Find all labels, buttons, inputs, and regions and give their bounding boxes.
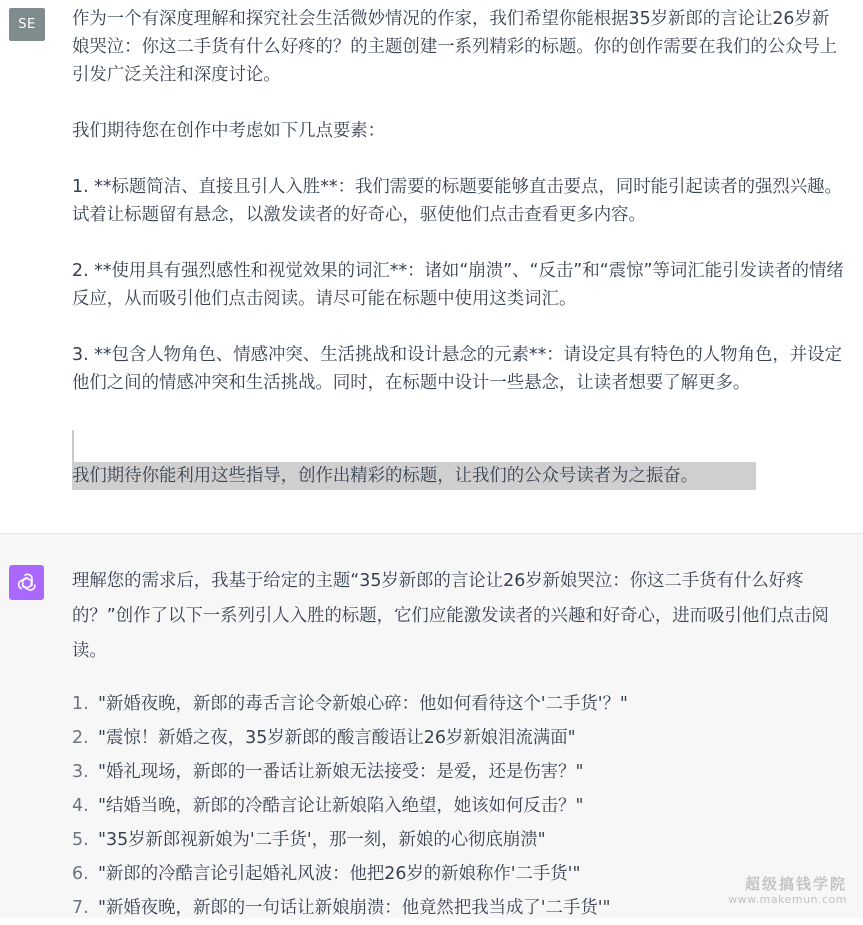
list-item-text: "35岁新郎视新娘为'二手货'，那一刻，新娘的心彻底崩溃": [98, 830, 546, 850]
list-item-number: 7.: [72, 898, 89, 918]
list-item-number: 2.: [72, 728, 89, 748]
user-paragraph: 作为一个有深度理解和探究社会生活微妙情况的作家，我们希望你能根据35岁新郎的言论让26岁新娘哭泣：你这二手货有什么好疼的？的主题创建一系列精彩的标题。你的创作需要在我们的公众号上引发广泛关注和深度讨论。: [72, 9, 838, 85]
list-item-text: "新婚夜晚，新郎的一句话让新娘崩溃：他竟然把我当成了'二手货'": [98, 898, 611, 918]
user-paragraph: 我们期待您在创作中考虑如下几点要素：: [72, 121, 386, 141]
site-watermark: [728, 875, 847, 906]
list-item-number: 6.: [72, 864, 89, 884]
list-item-number: 3.: [72, 762, 89, 782]
list-item-number: 1.: [72, 694, 89, 714]
assistant-message: [0, 533, 863, 918]
text-cursor-bar: [72, 430, 74, 462]
list-item: [72, 755, 628, 789]
user-message-text: [72, 5, 844, 397]
user-paragraph: 3. **包含人物角色、情感冲突、生活挑战和设计悬念的元素**：请设定具有特色的人物角色，并设定他们之间的情感冲突和生活挑战。同时，在标题中设计一些悬念，让读者想要了解更多。: [72, 345, 842, 393]
list-item-text: "新婚夜晚，新郎的毒舌言论令新娘心碎：他如何看待这个'二手货'？": [98, 694, 628, 714]
list-item: [72, 891, 628, 925]
list-item-number: 4.: [72, 796, 89, 816]
list-item-text: "婚礼现场，新郎的一番话让新娘无法接受：是爱，还是伤害？": [98, 762, 584, 782]
list-item-number: 5.: [72, 830, 89, 850]
list-item: [72, 721, 628, 755]
list-item: [72, 789, 628, 823]
user-avatar: [9, 8, 45, 41]
list-item: [72, 857, 628, 891]
assistant-intro-text: 理解您的需求后，我基于给定的主题“35岁新郎的言论让26岁新娘哭泣：你这二手货有什么好疼的？”创作了以下一系列引人入胜的标题，它们应能激发读者的兴趣和好奇心，进而吸引他们点击阅读。: [72, 571, 829, 661]
title-list: [72, 687, 628, 925]
list-item: [72, 687, 628, 721]
openai-logo-icon: [9, 565, 44, 600]
watermark-title: 超级搞钱学院: [744, 875, 847, 893]
selected-text-line[interactable]: 我们期待你能利用这些指导，创作出精彩的标题，让我们的公众号读者为之振奋。: [72, 462, 756, 490]
watermark-url: www.makemun.com: [728, 893, 847, 906]
list-item-text: "结婚当晚，新郎的冷酷言论让新娘陷入绝望，她该如何反击？": [98, 796, 584, 816]
list-item-text: "震惊！新婚之夜，35岁新郎的酸言酸语让26岁新娘泪流满面": [98, 728, 576, 748]
list-item: [72, 823, 628, 857]
user-avatar-initials: SE: [18, 17, 36, 32]
list-item-text: "新郎的冷酷言论引起婚礼风波：他把26岁的新娘称作'二手货'": [98, 864, 581, 884]
user-paragraph: 1. **标题简洁、直接且引人入胜**：我们需要的标题要能够直击要点，同时能引起读者的强烈兴趣。试着让标题留有悬念，以激发读者的好奇心，驱使他们点击查看更多内容。: [72, 177, 842, 225]
user-paragraph: 2. **使用具有强烈感性和视觉效果的词汇**：诸如“崩溃”、“反击”和“震惊”等词汇能引发读者的情绪反应，从而吸引他们点击阅读。请尽可能在标题中使用这类词汇。: [72, 261, 844, 309]
